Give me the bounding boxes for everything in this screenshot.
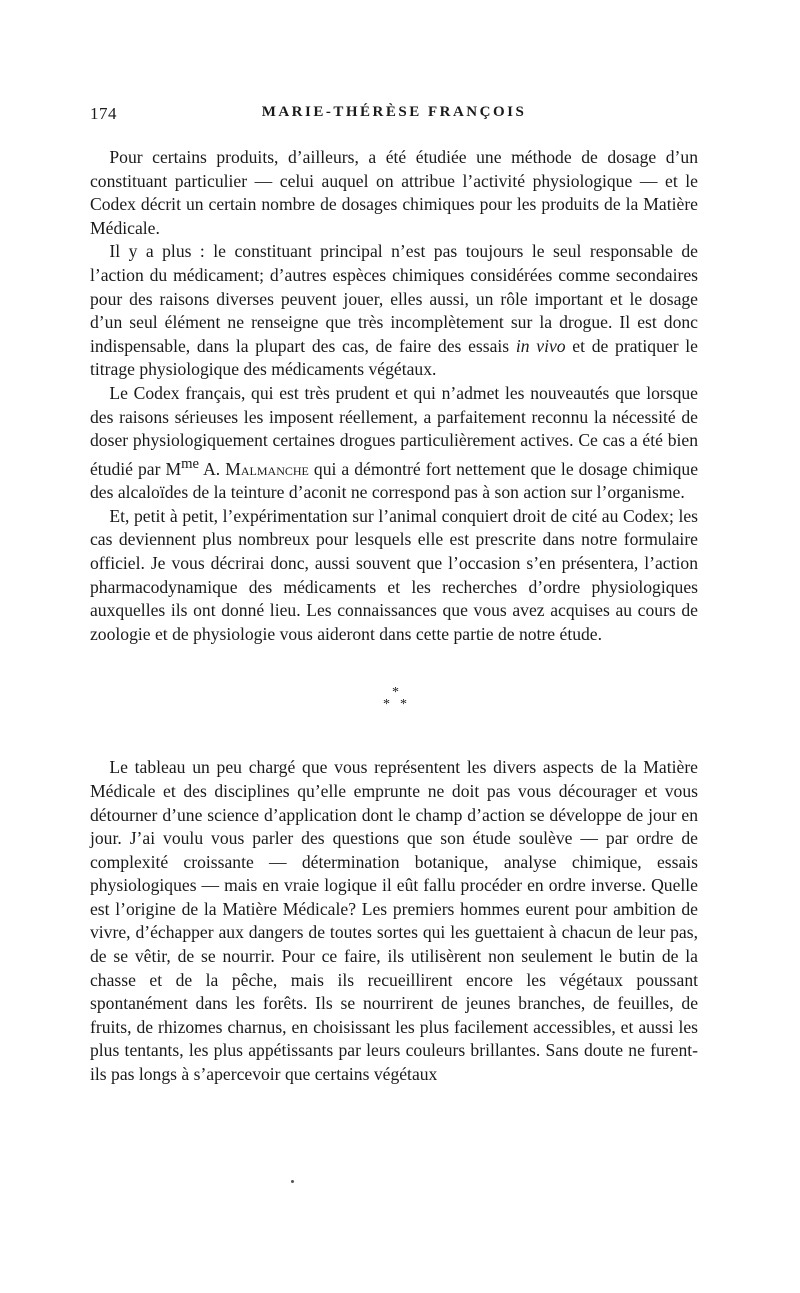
- paragraph: [90, 240, 698, 382]
- paragraph: Le tableau un peu chargé que vous représentent les divers aspects de la Matière Médicale et des disciplines qu’elle emprunte ne doit pas vous décourager et vous détourner d’une science d’application dont le champ d’action se développe de jour en jour. J’ai voulu vous parler des questions que son étude soulève — par ordre de complexité croissante — détermination botanique, analyse chimique, essais physiologiques — mais en vraie logique il eût fallu procéder en ordre inverse. Quelle est l’origine de la Matière Médicale? Les premiers hommes eurent pour ambition de vivre, d’échapper aux dangers de toutes sortes qui les guettaient à chacun de leur pas, de se vêtir, de se nourrir. Pour ce faire, ils utilisèrent non seulement le butin de la chasse et de la pêche, mais ils recueillirent encore les végétaux poussant spontanément dans les forêts. Ils se nourrirent de jeunes branches, de feuilles, de fruits, de rhizomes charnus, en choisissant les plus facilement accessibles, et aussi les plus tentants, les plus appétissants par leurs couleurs brillantes. Sans doute ne furent-ils pas longs à s’apercevoir que certains végétaux: [90, 757, 698, 1085]
- star-glyph: *: [383, 697, 390, 713]
- running-header: [90, 104, 698, 128]
- running-title: MARIE-THÉRÈSE FRANÇOIS: [261, 104, 527, 120]
- author-initial: A.: [199, 458, 226, 479]
- section-one: [90, 146, 698, 646]
- page-number: 174: [90, 104, 117, 123]
- book-page: [90, 0, 698, 1087]
- print-speck: [291, 1180, 294, 1183]
- section-two: [90, 756, 698, 1086]
- superscript-title: me: [181, 455, 200, 472]
- paragraph-text: et de pratiquer le titrage physiologique des médicaments végétaux.: [90, 335, 698, 380]
- paragraph-text: Le Codex français, qui est très prudent et qui n’admet les nouveautés que lorsque des raisons sérieuses les imposent réellement, a parfaitement reconnu la nécessité de doser physiologiquement certaines drogues particulièrement actives. Ce cas a été bien étudié par M: [90, 382, 698, 479]
- asterism-divider: [90, 680, 698, 740]
- italic-term: in vivo: [515, 335, 566, 356]
- star-glyph: *: [392, 685, 399, 701]
- author-name: Malmanche: [225, 458, 309, 479]
- paragraph: [90, 382, 698, 505]
- paragraph-text: Il y a plus : le constituant principal n’est pas toujours le seul responsable de l’action du médicament; d’autres espèces chimiques considérées comme secondaires pour des raisons diverses peuvent jouer, elles aussi, un rôle important et le dosage d’un seul élément ne renseigne que très incomplètement sur la drogue. Il est donc indispensable, dans la plupart des cas, de faire des essais: [90, 241, 698, 356]
- paragraph: Pour certains produits, d’ailleurs, a été étudiée une méthode de dosage d’un constituant particulier — celui auquel on attribue l’activité physiologique — et le Codex décrit un certain nombre de dosages chimiques pour les produits de la Matière Médicale.: [90, 147, 698, 238]
- paragraph-text: qui a démontré fort nettement que le dosage chimique des alcaloïdes de la teinture d’aconit ne correspond pas à son action sur l’organisme.: [90, 458, 698, 503]
- star-glyph: *: [400, 697, 407, 713]
- paragraph: Et, petit à petit, l’expérimentation sur l’animal conquiert droit de cité au Codex; les cas deviennent plus nombreux pour lesquels elle est prescrite dans notre formulaire officiel. Je vous décrirai donc, aussi souvent que l’occasion s’en présentera, l’action pharmacodynamique des médicaments et les recherches d’ordre physiologiques auxquelles ils ont donné lieu. Les connaissances que vous avez acquises au cours de zoologie et de physiologie vous aideront dans cette partie de notre étude.: [90, 505, 698, 644]
